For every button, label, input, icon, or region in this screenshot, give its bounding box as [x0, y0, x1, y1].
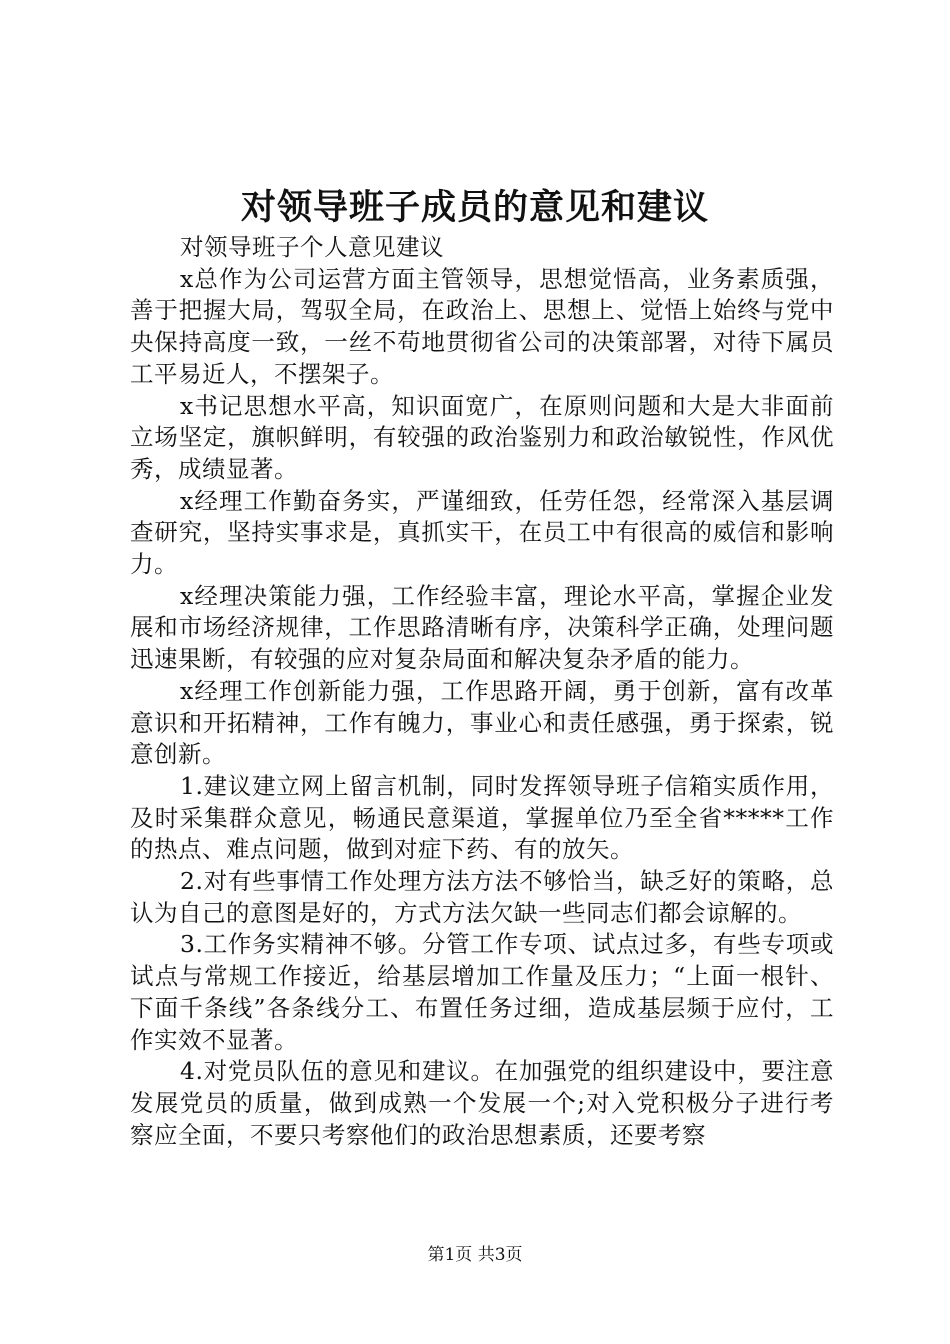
paragraph-subtitle: 对领导班子个人意见建议 — [180, 233, 444, 261]
paragraph: x书记思想水平高，知识面宽广，在原则问题和大是大非面前立场坚定，旗帜鲜明，有较强的政治鉴别力和政治敏锐性，作风优秀，成绩显著。 — [130, 391, 834, 483]
paragraph: x总作为公司运营方面主管领导，思想觉悟高，业务素质强，善于把握大局，驾驭全局，在政治上、思想上、觉悟上始终与党中央保持高度一致，一丝不苟地贯彻省公司的决策部署，对待下属员工平易近人，不摆架子。 — [130, 264, 834, 388]
paragraph: x经理工作勤奋务实，严谨细致，任劳任怨，经常深入基层调查研究，坚持实事求是，真抓实干，在员工中有很高的威信和影响力。 — [130, 486, 834, 579]
paragraph: 1.建议建立网上留言机制，同时发挥领导班子信箱实质作用，及时采集群众意见，畅通民意渠道，掌握单位乃至全省*****工作的热点、难点问题，做到对症下药、有的放矢。 — [130, 771, 834, 864]
paragraph: 4.对党员队伍的意见和建议。在加强党的组织建设中，要注意发展党员的质量，做到成熟一个发展一个;对入党积极分子进行考察应全面，不要只考察他们的政治思想素质，还要考察 — [130, 1057, 834, 1149]
document-body — [130, 232, 834, 1151]
page-number-footer: 第1页 共3页 — [427, 1245, 523, 1265]
paragraph: 3.工作务实精神不够。分管工作专项、试点过多，有些专项或试点与常规工作接近，给基层增加工作量及压力；“上面一根针、下面千条线”各条线分工、布置任务过细，造成基层频于应付，工作实效不显著。 — [130, 930, 834, 1054]
paragraph: x经理工作创新能力强，工作思路开阔，勇于创新，富有改革意识和开拓精神，工作有魄力，事业心和责任感强，勇于探索，锐意创新。 — [130, 676, 834, 769]
document-title: 对领导班子成员的意见和建议 — [240, 187, 709, 228]
paragraph: x经理决策能力强，工作经验丰富，理论水平高，掌握企业发展和市场经济规律，工作思路清晰有序，决策科学正确，处理问题迅速果断，有较强的应对复杂局面和解决复杂矛盾的能力。 — [130, 581, 834, 674]
paragraph: 2.对有些事情工作处理方法方法不够恰当，缺乏好的策略，总认为自己的意图是好的，方式方法欠缺一些同志们都会谅解的。 — [130, 867, 834, 927]
